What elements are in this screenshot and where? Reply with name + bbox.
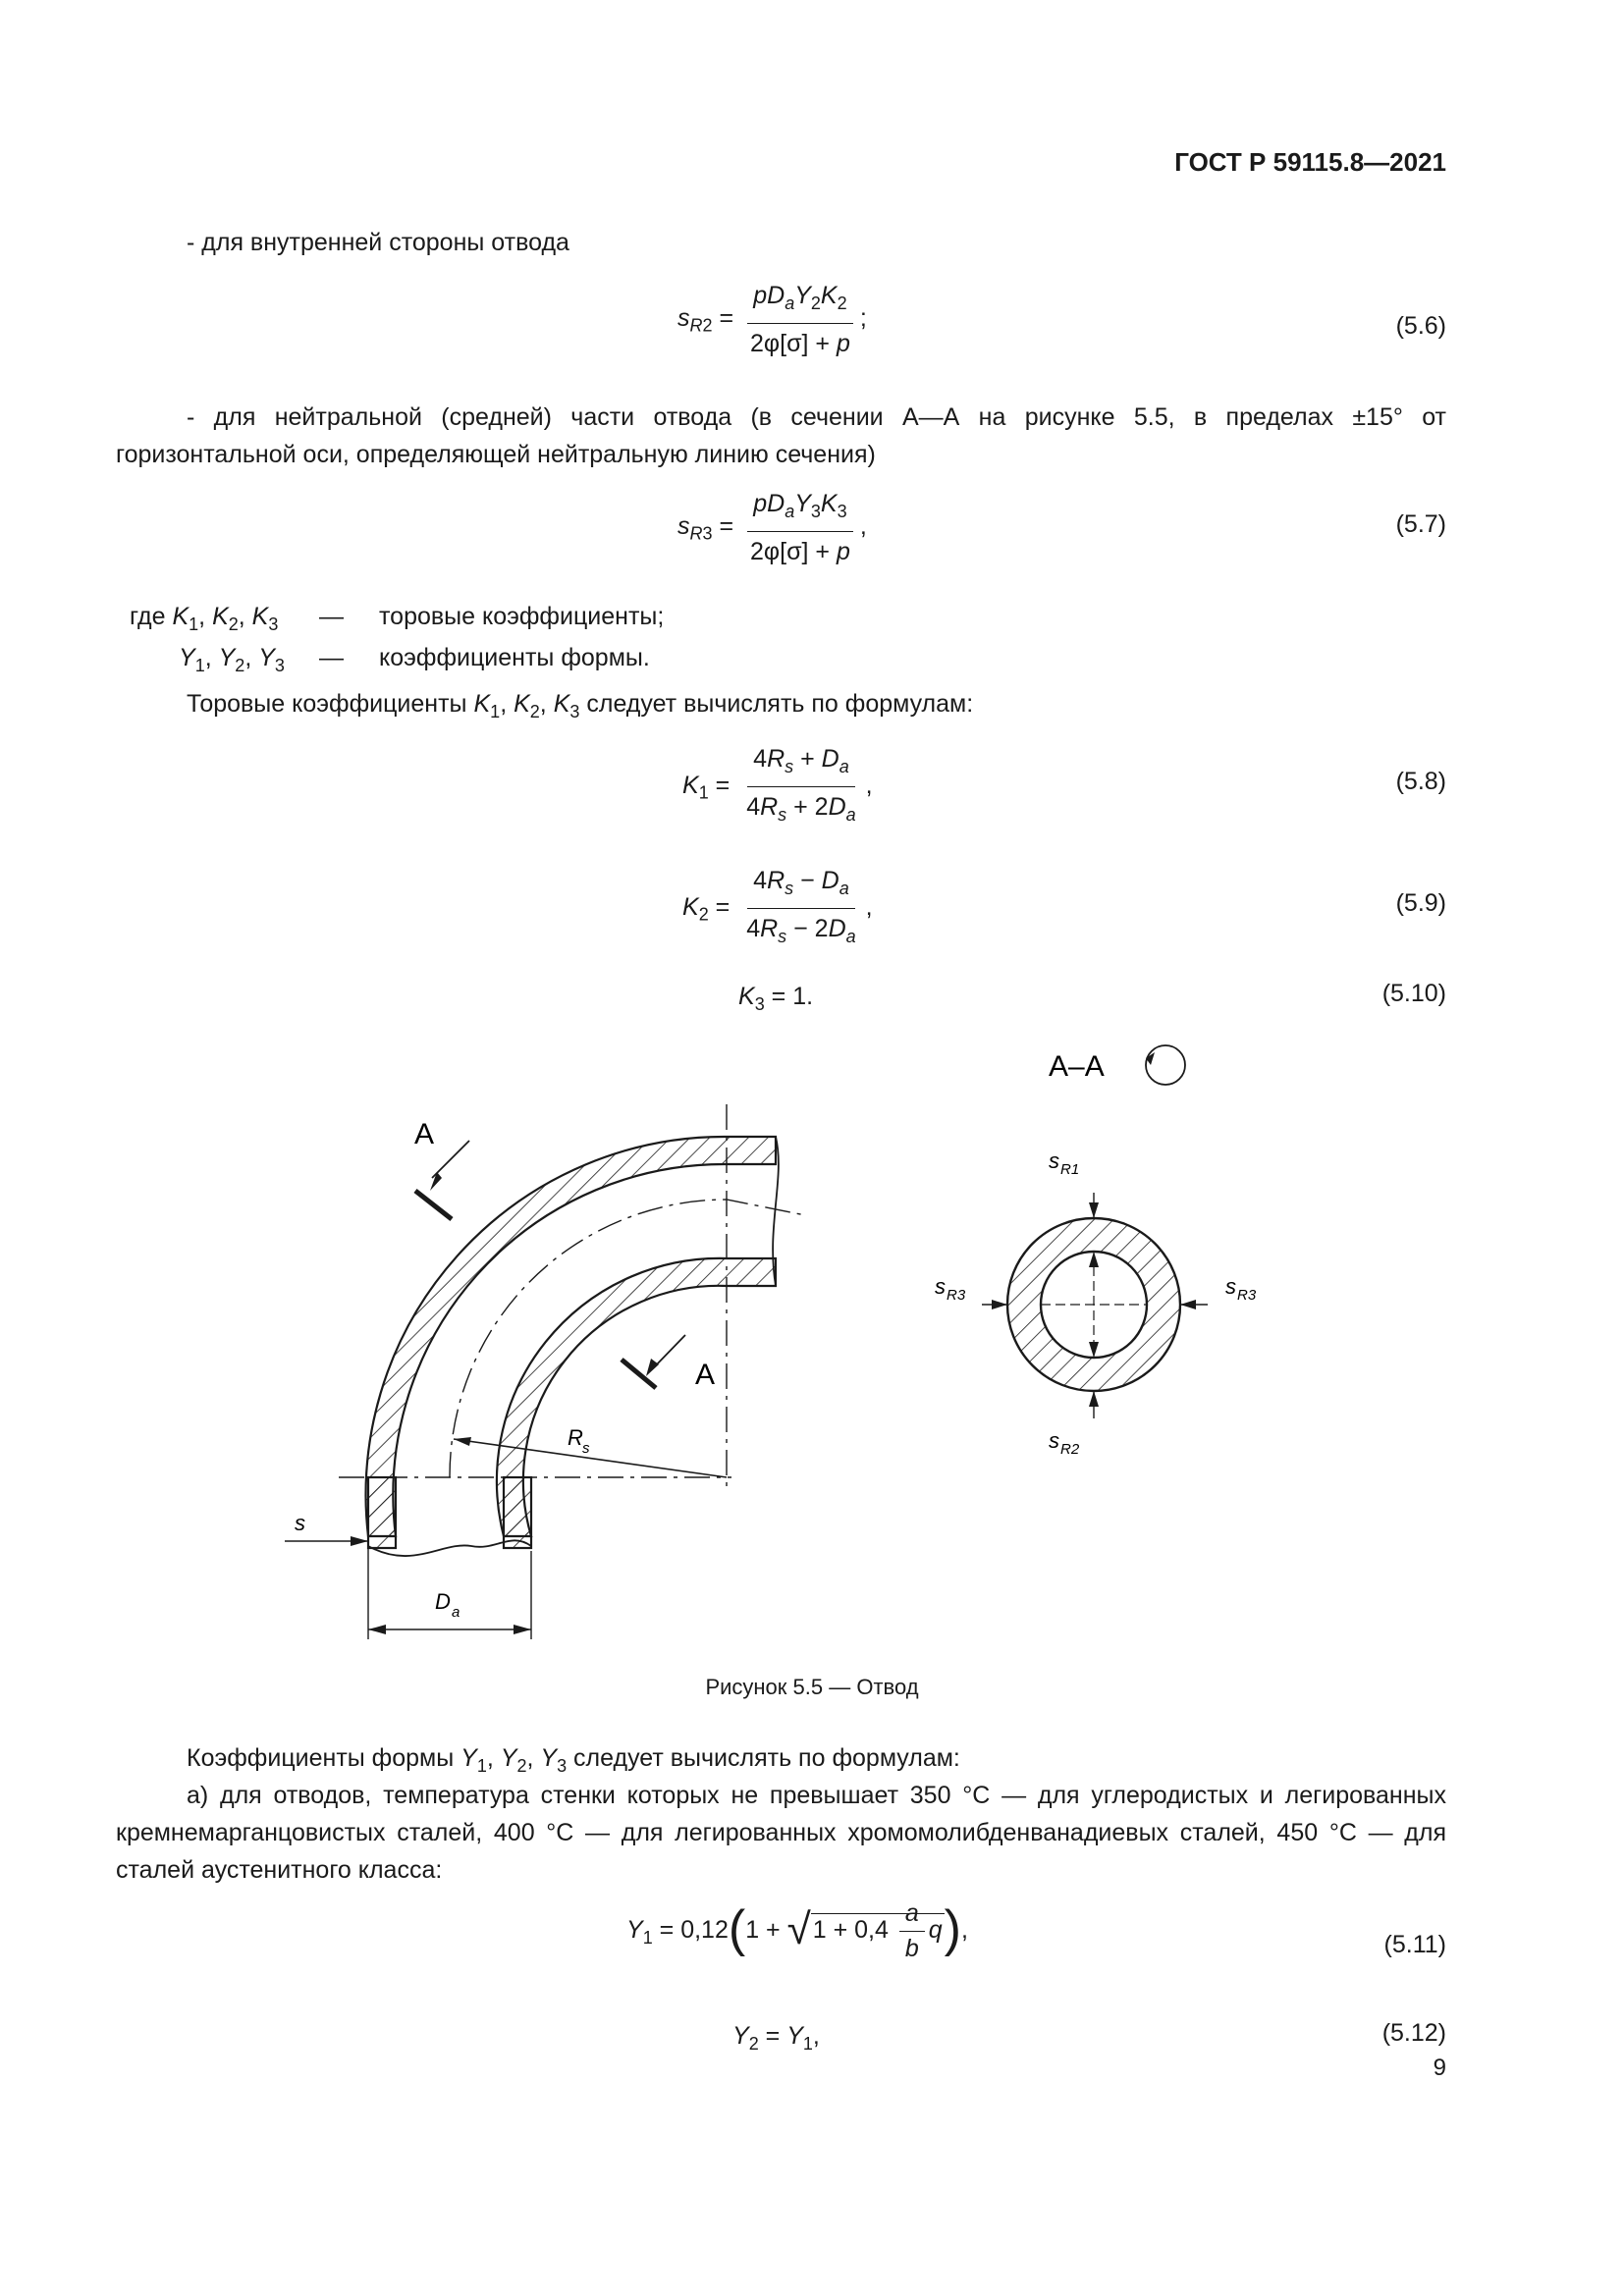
page-number: 9 [1433,2055,1446,2081]
label-a-top: А [414,1118,435,1150]
label-sr3-right: s [1225,1274,1236,1299]
equation-number-5-10: (5.10) [1381,980,1446,1007]
equation-number-5-6: (5.6) [1395,312,1446,340]
rotation-icon-arrow [1146,1052,1155,1065]
definition-toroidal: торовые коэффициенты; [379,603,665,630]
radius-line [454,1439,727,1477]
dim-arrow-da-left [368,1625,386,1634]
label-sr2-sub: R2 [1060,1441,1080,1458]
dim-arrow-da-right [514,1625,531,1634]
formula-5-9: $K_2$ = $\frac{4R_s - D_a}{4R_s - 2D_a}$ , [682,864,873,953]
section-arrowhead-outer [430,1172,442,1191]
section-mark-outer [415,1191,452,1219]
text-condition-a: а) для отводов, температура стенки которых не превышает 350 °С — для углеродистых и легированных кремнемарганцовистых сталей, 400 °С — для легированных хромомолибденванадиевых сталей, 450 °С — для сталей аустенитного класса: [116,1782,1446,1884]
section-arrow-outer [432,1141,469,1178]
formula-5-10: $K_3 = 1$. [738,983,814,1014]
sr1-arrow-a [1089,1202,1099,1218]
definition-dash-1: — [319,603,344,630]
sr2-arrow-a [1089,1391,1099,1407]
label-sr3-right-sub: R3 [1237,1287,1257,1304]
document-code: ГОСТ Р 59115.8—2021 [1174,147,1446,177]
formula-5-7: $s_{R3}$ = $\frac{pD_aY_3K_3}{2\varphi[\sigma] + p}$ , [677,487,867,568]
label-sr2: s [1049,1428,1059,1453]
label-sr3-left: s [935,1274,946,1299]
formula-5-11: $Y_1 = 0,12(1 + √1 + 0,4$ $\frac{a}{b}$ q), [626,1899,968,1962]
label-da: D [435,1589,451,1614]
section-a-a-label: А–А [1049,1050,1105,1083]
label-sr1-sub: R1 [1060,1161,1080,1178]
equation-number-5-11: (5.11) [1383,1931,1446,1958]
inner-wall-straight [504,1477,531,1548]
figure-caption: Рисунок 5.5 — Отвод [705,1675,919,1699]
radius-arrow [454,1437,471,1446]
label-a-bottom: А [695,1359,716,1391]
sr3-right-arrow [1180,1300,1196,1309]
dim-arrow-s [351,1536,368,1546]
equation-number-5-7: (5.7) [1395,510,1446,538]
label-sr3-left-sub: R3 [947,1287,966,1304]
label-sr1: s [1049,1148,1059,1173]
definition-where: где $K_1$, $K_2$, $K_3$ [130,603,279,634]
text-toroidal-intro: Торовые коэффициенты $K_1$, $K_2$, $K_3$ следует вычислять по формулам: [187,690,974,721]
text-neutral-part: - для нейтральной (средней) части отвода (в сечении А—А на рисунке 5.5, в пределах ±15° от горизонтальной оси, определяющей нейтральную линию сечения) [116,403,1446,468]
definition-shape-symbols: $Y_1$, $Y_2$, $Y_3$ [179,644,285,675]
rotation-icon [1146,1045,1185,1085]
formula-5-6: $s_{R2}$ = $\frac{pD_aY_2K_2}{2\varphi[\sigma] + p}$ ; [677,279,867,360]
definition-shape: коэффициенты формы. [379,644,650,671]
label-da-sub: a [452,1604,460,1621]
label-rs: R [568,1425,583,1450]
label-s: s [295,1511,305,1535]
text-inner-side: - для внутренней стороны отвода [187,229,569,256]
formula-5-12: $Y_2 = Y_1$, [732,2022,820,2054]
section-arrowhead-inner [646,1359,659,1376]
text-shape-intro: Коэффициенты формы $Y_1$, $Y_2$, $Y_3$ следует вычислять по формулам: [187,1744,960,1776]
equation-number-5-8: (5.8) [1395,768,1446,795]
inner-wall [497,1258,776,1536]
definition-dash-2: — [319,644,344,671]
formula-5-8: $K_1$ = $\frac{4R_s + D_a}{4R_s + 2D_a}$ , [682,742,873,831]
equation-number-5-9: (5.9) [1395,889,1446,917]
equation-number-5-12: (5.12) [1381,2019,1446,2047]
section-arrow-inner [654,1335,685,1367]
sr3-left-arrow [992,1300,1007,1309]
outer-wall-straight [368,1477,396,1548]
label-rs-sub: s [582,1440,590,1457]
